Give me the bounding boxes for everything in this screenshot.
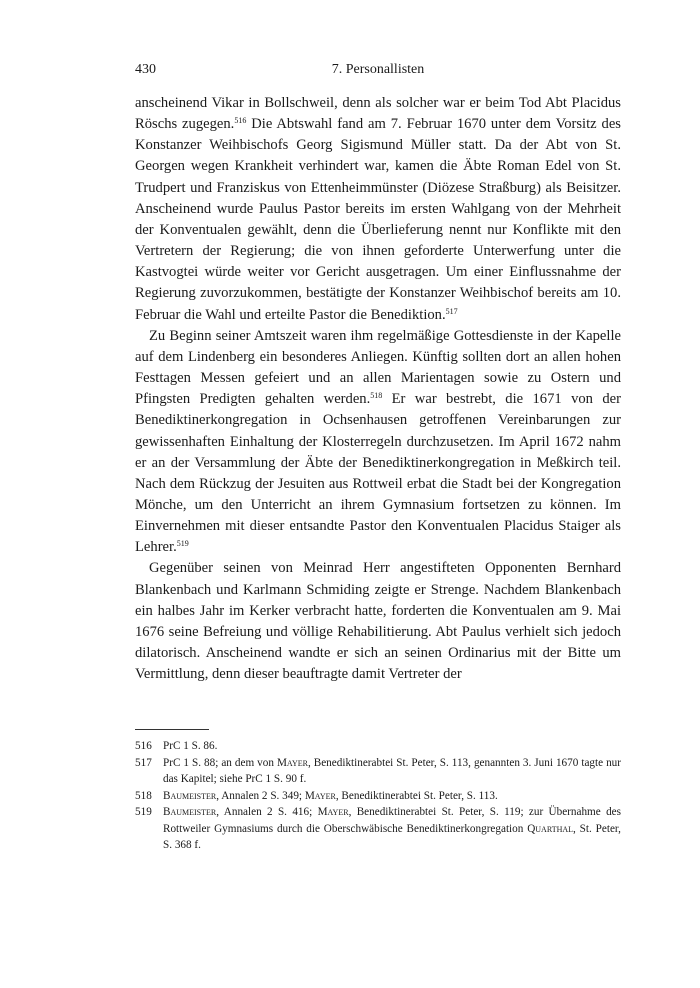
text-run: , Benediktinerabtei St. Peter, S. 113, genannten 3. Juni 1670 tagte nur das Kapitel; siehe PrC 1 S. 90 f. xyxy=(163,756,622,785)
author-name: Baumeister xyxy=(163,806,217,818)
text-run: , St. Peter, S. 368 f. xyxy=(163,822,621,851)
body-text xyxy=(135,93,621,685)
author-name: Mayer xyxy=(317,806,349,818)
footnote xyxy=(135,804,621,854)
footnote-ref: 519 xyxy=(176,539,189,549)
running-head: 7. Personallisten xyxy=(331,62,425,77)
footnote-text xyxy=(163,804,621,854)
footnote-ref: 518 xyxy=(370,391,383,401)
footnote xyxy=(135,755,621,788)
page-number: 430 xyxy=(135,62,156,77)
text-run: Gegenüber seinen von Meinrad Herr angestifteten Opponenten Bernhard Blankenbach und Karlmann Schmiding zeigte er Strenge. Nachdem Blankenbach ein halbes Jahr im Kerker verbracht hatte, forderten die Konventualen am 9. Mai 1676 seine Befreiung und völlige Rehabilitierung. Abt Paulus verhielt sich jedoch dilatorisch. Anscheinend wandte er sich an seinen Ordinarius mit der Bitte um Vermittlung, denn dieser beauftragte damit Vertreter der xyxy=(135,560,621,683)
text-run: Die Abtswahl fand am 7. Februar 1670 unter dem Vorsitz des Konstanzer Weihbischofs Georg Sigismund Müller statt. Da der Abt von St. Georgen wegen Krankheit verhindert war, kamen die Äbte Roman Edel von St. Trudpert und Franziskus von Ettenheimmünster (Diözese Straßburg) als Beisitzer. Anscheinend wurde Paulus Pastor bereits im ersten Wahlgang von der Mehrheit der Konventualen gewählt, denn die Überlieferung nennt nur Konflikte mit den Vertretern der Regierung; die von ihnen geforderte Unterwerfung unter die Kastvogtei würde weiter vor Gericht ausgetragen. Um einer Einflussnahme der Regierung zuvorzukommen, bestätigte der Konstanzer Weihbischof bereits am 10. Februar die Wahl und erteilte Pastor die Benediktion. xyxy=(135,116,621,323)
footnote-ref: 517 xyxy=(445,306,458,316)
footnote-text xyxy=(163,755,621,788)
footnote-number: 519 xyxy=(135,806,152,818)
text-run: Zu Beginn seiner Amtszeit waren ihm regelmäßige Gottesdienste in der Kapelle auf dem Lindenberg ein besonderes Anliegen. Künftig sollten dort an allen hohen Festtagen Messen gefeiert und an allen Marientagen sowie zu Ostern und Pfingsten Predigten gehalten werden. xyxy=(135,327,621,408)
footnote-text xyxy=(163,738,621,755)
author-name: Quarthal xyxy=(527,822,574,835)
footnote-number: 516 xyxy=(135,740,152,752)
page-header xyxy=(135,62,621,84)
paragraph xyxy=(135,93,621,326)
text-run: anscheinend Vikar in Bollschweil, denn als solcher war er beim Tod Abt Placidus Röschs zugegen. xyxy=(135,95,621,133)
footnote-rule xyxy=(135,729,209,730)
footnote-ref: 516 xyxy=(234,116,247,126)
author-name: Baumeister xyxy=(163,789,217,802)
footnote xyxy=(135,788,621,805)
footnote xyxy=(135,738,621,755)
text-run: PrC 1 S. 86. xyxy=(163,740,218,752)
paragraph xyxy=(135,558,621,685)
footnotes xyxy=(135,738,621,854)
page xyxy=(135,62,621,685)
text-run: , Annalen 2 S. 416; xyxy=(216,806,318,818)
footnote-number: 518 xyxy=(135,789,152,802)
text-run: , Benediktinerabtei St. Peter, S. 119; zur Übernahme des Rottweiler Gymnasiums durch die Oberschwäbische Benediktinerkongregation xyxy=(163,806,621,835)
text-run: PrC 1 S. 88; an dem von xyxy=(163,756,277,769)
footnote-number: 517 xyxy=(135,756,152,769)
author-name: Mayer xyxy=(276,756,308,769)
footnote-text xyxy=(163,788,621,805)
paragraph xyxy=(135,326,621,559)
author-name: Mayer xyxy=(304,789,336,802)
text-run: , Benediktinerabtei St. Peter, S. 113. xyxy=(335,789,498,802)
text-run: , Annalen 2 S. 349; xyxy=(216,789,305,802)
text-run: Er war bestrebt, die 1671 von der Benediktinerkongregation in Ochsenhausen getroffenen Vereinbarungen zur gewissenhaften Einhaltung der Klosterregeln durchzusetzen. Im April 1672 nahm er an der Versammlung der Äbte der Benediktinerkongregation in Meßkirch teil. Nach dem Rückzug der Jesuiten aus Rottweil erbat die Stadt bei der Kongregation Mönche, um den Unterricht an ihrem Gymnasium fortsetzen zu können. Im Einvernehmen mit dieser entsandte Pastor den Konventualen Placidus Staiger als Lehrer. xyxy=(135,391,621,556)
